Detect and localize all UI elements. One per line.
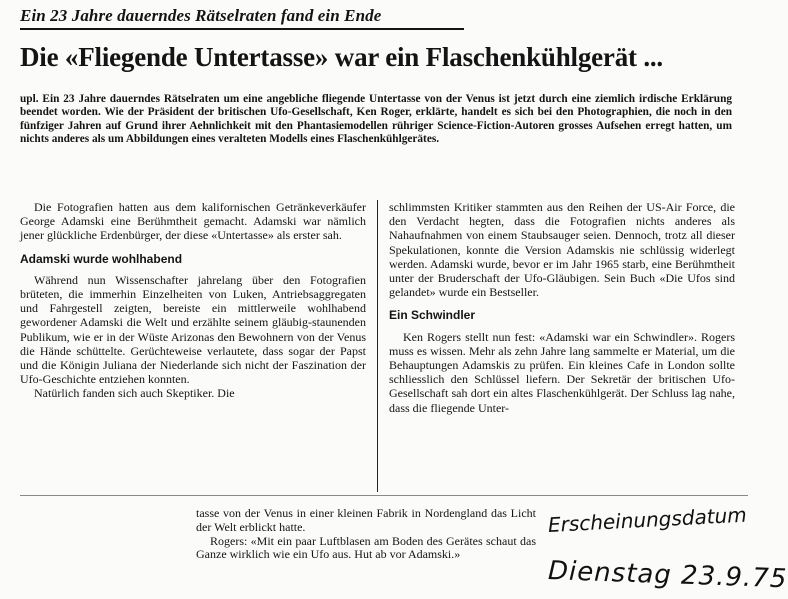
article-column-left [20,200,366,492]
lead-paragraph: upl. Ein 23 Jahre dauerndes Rätselraten um eine angebliche fliegende Untertasse von der Venus ist jetzt durch eine ziemlich irdische Erklärung beendet worden. Wie der Präsident der britischen Ufo-Gesellschaft, Ken Roger, erklärte, handelt es sich bei den Photographien, die noch in den fünfziger Jahren auf Grund ihrer Aehnlichkeit mit den Phantasiemodellen rühriger Science-Fiction-Autoren grosses Aufsehen erregt hatten, um nichts anderes als um Abbildungen eines veralteten Modells eines Flaschenkühlgerätes. [20,93,732,146]
subheading: Adamski wurde wohlhabend [20,251,183,266]
paragraph: Die Fotografien hatten aus dem kalifornischen Getränkeverkäufer George Adamski eine Berühmtheit gemacht. Adamski war nämlich jener glückliche Erdenbürger, der diese «Untertasse» als erster sah. [20,200,366,243]
article-column-right [389,200,735,492]
handwritten-label: Erscheinungsdatum [547,502,748,537]
paragraph: schlimmsten Kritiker stammten aus den Reihen der US-Air Force, die den Verdacht hegten, dass die Fotografien nichts anderes als Nahaufnahmen von einem Staubsauger seien. Dennoch, trotz all dieser Spekulationen, konnte die Version Adamskis nie schlüssig widerlegt werden. Adamski wurde, bevor er im Jahr 1965 starb, eine Berühmtheit unter der Bruderschaft der Ufo-Gläubigen. Sein Buch «Die Ufos sind gelandet» wurde ein Bestseller. [389,200,735,300]
kicker-line: Ein 23 Jahre dauerndes Rätselraten fand ein Ende [20,6,464,30]
subheading: Ein Schwindler [389,308,476,323]
headline: Die «Fliegende Untertasse» war ein Flaschenkühlgerät ... [20,42,663,72]
clipping-edge [20,495,748,496]
article-continuation [196,507,536,562]
paragraph: tasse von der Venus in einer kleinen Fabrik in Nordengland das Licht der Welt erblickt hatte. [196,506,536,534]
paragraph: Während nun Wissenschafter jahrelang über den Fotografien brüteten, die immerhin Einzelheiten von Luken, Antriebsaggregaten und Fahrgestell zeigten, bereiste ein mittlerweile wohlhabend gewordener Adamski die Welt und erzählte seinem gläubig-staunenden Publikum, wie er in der Wüste Arizonas den Bewohnern von der Venus die Hände schüttelte. Gerüchteweise verlautete, dass sogar der Papst und die Königin Juliana der Niederlande sich nicht der Faszination der Ufo-Geschichte entziehen konnten. [20,272,366,387]
column-divider [377,200,378,492]
paragraph: Ken Rogers stellt nun fest: «Adamski war ein Schwindler». Rogers muss es wissen. Mehr als zehn Jahre lang sammelte er Material, um die Behauptungen Adamskis zu prüfen. Ein kleines Cafe in London sollte schliesslich den Schlüssel liefern. Der Sekretär der britischen Ufo-Gesellschaft sah dort ein altes Flaschenkühlgerät. Der Schluss lag nahe, dass die fliegende Unter- [389,329,735,415]
paragraph: Rogers: «Mit ein paar Luftblasen am Boden des Gerätes schaut das Ganze wirklich wie ein Ufo aus. Hut ab vor Adamski.» [196,533,536,562]
paragraph: Natürlich fanden sich auch Skeptiker. Die [34,386,235,401]
handwritten-date: Dienstag 23.9.75 [547,556,788,595]
